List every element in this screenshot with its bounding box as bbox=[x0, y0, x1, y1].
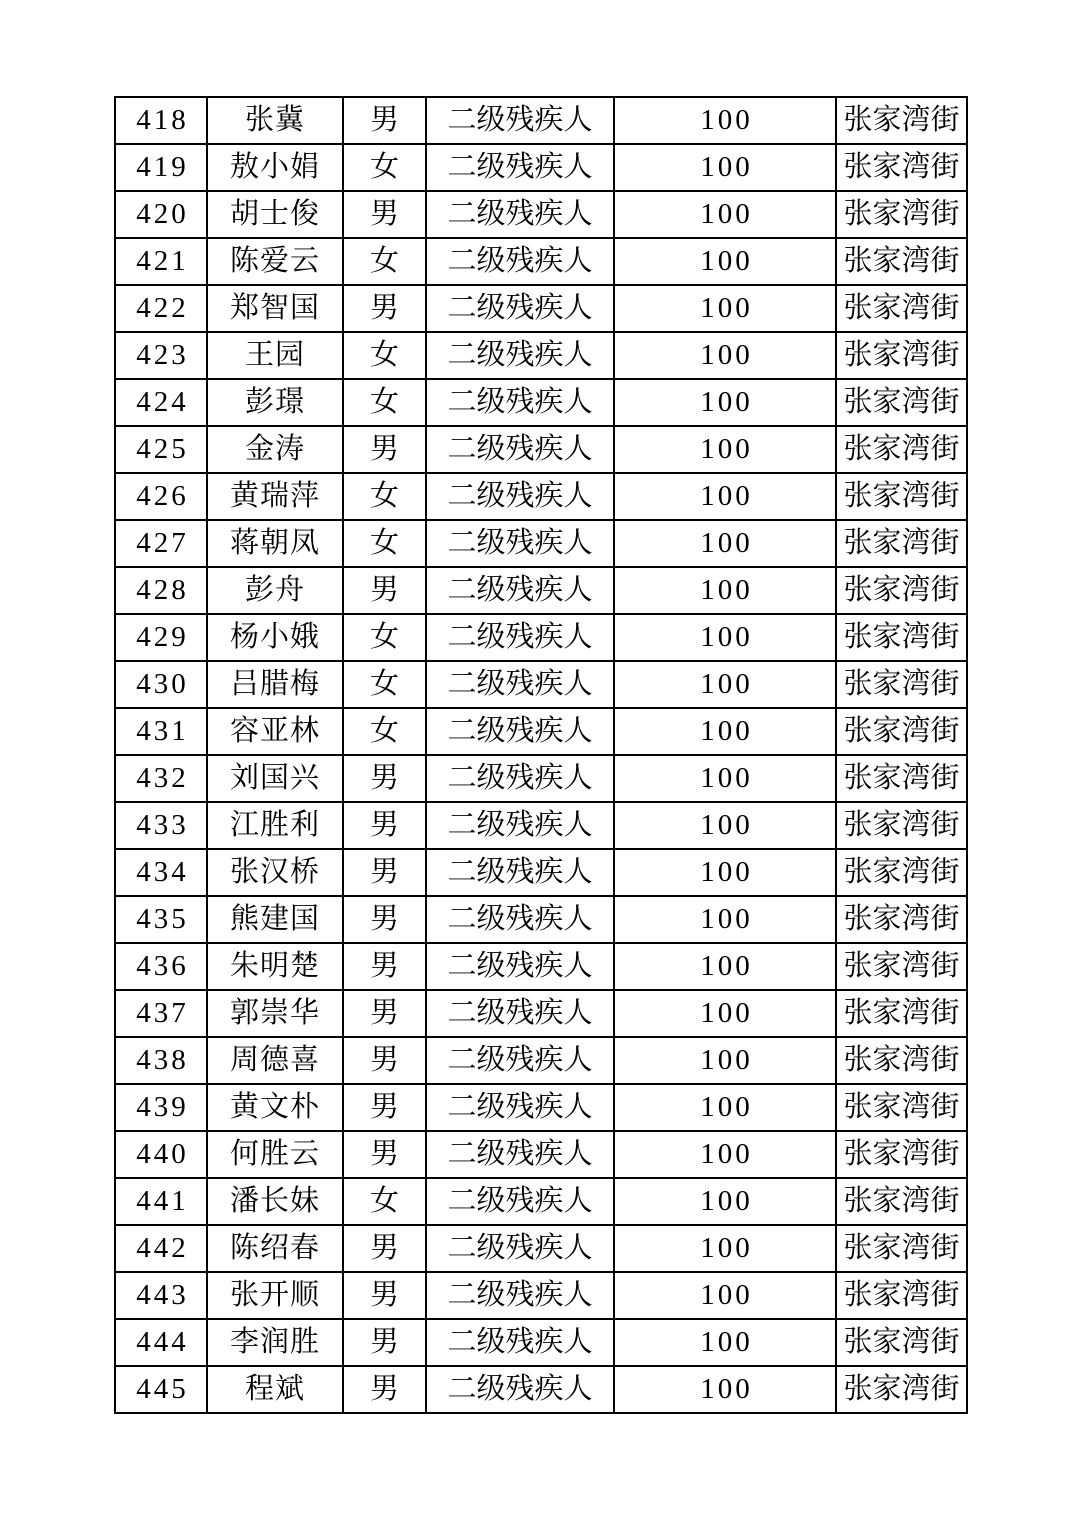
cell-amount: 100 bbox=[614, 1178, 836, 1225]
cell-amount: 100 bbox=[614, 849, 836, 896]
cell-gender: 男 bbox=[343, 802, 426, 849]
cell-gender: 男 bbox=[343, 755, 426, 802]
cell-street: 张家湾街 bbox=[836, 191, 967, 238]
cell-street: 张家湾街 bbox=[836, 849, 967, 896]
cell-no: 422 bbox=[115, 285, 207, 332]
cell-street: 张家湾街 bbox=[836, 802, 967, 849]
cell-category: 二级残疾人 bbox=[426, 285, 614, 332]
table-row bbox=[115, 1084, 967, 1131]
cell-name: 陈爱云 bbox=[207, 238, 343, 285]
table-row bbox=[115, 1366, 967, 1413]
cell-gender: 男 bbox=[343, 285, 426, 332]
cell-name: 容亚林 bbox=[207, 708, 343, 755]
cell-street: 张家湾街 bbox=[836, 520, 967, 567]
cell-amount: 100 bbox=[614, 238, 836, 285]
cell-gender: 男 bbox=[343, 1084, 426, 1131]
cell-category: 二级残疾人 bbox=[426, 238, 614, 285]
cell-amount: 100 bbox=[614, 1366, 836, 1413]
cell-gender: 男 bbox=[343, 97, 426, 144]
cell-amount: 100 bbox=[614, 97, 836, 144]
cell-category: 二级残疾人 bbox=[426, 755, 614, 802]
cell-category: 二级残疾人 bbox=[426, 520, 614, 567]
table-row bbox=[115, 97, 967, 144]
cell-name: 刘国兴 bbox=[207, 755, 343, 802]
cell-amount: 100 bbox=[614, 1037, 836, 1084]
cell-no: 429 bbox=[115, 614, 207, 661]
cell-no: 438 bbox=[115, 1037, 207, 1084]
cell-gender: 男 bbox=[343, 943, 426, 990]
cell-gender: 男 bbox=[343, 1366, 426, 1413]
cell-street: 张家湾街 bbox=[836, 943, 967, 990]
cell-category: 二级残疾人 bbox=[426, 614, 614, 661]
cell-name: 程斌 bbox=[207, 1366, 343, 1413]
table-row bbox=[115, 849, 967, 896]
cell-street: 张家湾街 bbox=[836, 896, 967, 943]
cell-amount: 100 bbox=[614, 191, 836, 238]
cell-amount: 100 bbox=[614, 943, 836, 990]
cell-category: 二级残疾人 bbox=[426, 97, 614, 144]
cell-street: 张家湾街 bbox=[836, 1037, 967, 1084]
cell-amount: 100 bbox=[614, 990, 836, 1037]
table-row bbox=[115, 285, 967, 332]
cell-gender: 女 bbox=[343, 661, 426, 708]
cell-street: 张家湾街 bbox=[836, 1366, 967, 1413]
cell-street: 张家湾街 bbox=[836, 990, 967, 1037]
cell-no: 443 bbox=[115, 1272, 207, 1319]
cell-no: 428 bbox=[115, 567, 207, 614]
cell-name: 潘长妹 bbox=[207, 1178, 343, 1225]
cell-street: 张家湾街 bbox=[836, 379, 967, 426]
cell-category: 二级残疾人 bbox=[426, 473, 614, 520]
cell-category: 二级残疾人 bbox=[426, 661, 614, 708]
cell-no: 435 bbox=[115, 896, 207, 943]
cell-street: 张家湾街 bbox=[836, 614, 967, 661]
cell-amount: 100 bbox=[614, 473, 836, 520]
cell-name: 郭崇华 bbox=[207, 990, 343, 1037]
cell-no: 423 bbox=[115, 332, 207, 379]
cell-no: 437 bbox=[115, 990, 207, 1037]
cell-street: 张家湾街 bbox=[836, 473, 967, 520]
cell-gender: 女 bbox=[343, 520, 426, 567]
cell-street: 张家湾街 bbox=[836, 1319, 967, 1366]
cell-gender: 女 bbox=[343, 144, 426, 191]
cell-gender: 男 bbox=[343, 1272, 426, 1319]
cell-category: 二级残疾人 bbox=[426, 802, 614, 849]
cell-category: 二级残疾人 bbox=[426, 1225, 614, 1272]
cell-category: 二级残疾人 bbox=[426, 144, 614, 191]
cell-name: 黄文朴 bbox=[207, 1084, 343, 1131]
table-row bbox=[115, 708, 967, 755]
table-row bbox=[115, 1037, 967, 1084]
cell-category: 二级残疾人 bbox=[426, 943, 614, 990]
cell-gender: 男 bbox=[343, 1037, 426, 1084]
cell-street: 张家湾街 bbox=[836, 1084, 967, 1131]
cell-category: 二级残疾人 bbox=[426, 1084, 614, 1131]
cell-name: 李润胜 bbox=[207, 1319, 343, 1366]
table-row bbox=[115, 1178, 967, 1225]
cell-street: 张家湾街 bbox=[836, 708, 967, 755]
cell-gender: 男 bbox=[343, 849, 426, 896]
cell-name: 张冀 bbox=[207, 97, 343, 144]
cell-name: 彭璟 bbox=[207, 379, 343, 426]
cell-category: 二级残疾人 bbox=[426, 896, 614, 943]
cell-street: 张家湾街 bbox=[836, 1178, 967, 1225]
cell-no: 445 bbox=[115, 1366, 207, 1413]
cell-name: 江胜利 bbox=[207, 802, 343, 849]
cell-name: 蒋朝凤 bbox=[207, 520, 343, 567]
cell-street: 张家湾街 bbox=[836, 755, 967, 802]
cell-category: 二级残疾人 bbox=[426, 1037, 614, 1084]
table-row bbox=[115, 144, 967, 191]
cell-amount: 100 bbox=[614, 1131, 836, 1178]
cell-amount: 100 bbox=[614, 1084, 836, 1131]
cell-name: 吕腊梅 bbox=[207, 661, 343, 708]
cell-gender: 男 bbox=[343, 990, 426, 1037]
table-row bbox=[115, 755, 967, 802]
cell-amount: 100 bbox=[614, 802, 836, 849]
cell-gender: 男 bbox=[343, 1225, 426, 1272]
cell-street: 张家湾街 bbox=[836, 661, 967, 708]
cell-gender: 女 bbox=[343, 332, 426, 379]
table-row bbox=[115, 1319, 967, 1366]
cell-street: 张家湾街 bbox=[836, 97, 967, 144]
table-row bbox=[115, 473, 967, 520]
cell-amount: 100 bbox=[614, 426, 836, 473]
cell-no: 425 bbox=[115, 426, 207, 473]
cell-no: 434 bbox=[115, 849, 207, 896]
cell-name: 何胜云 bbox=[207, 1131, 343, 1178]
cell-amount: 100 bbox=[614, 379, 836, 426]
cell-gender: 女 bbox=[343, 708, 426, 755]
cell-category: 二级残疾人 bbox=[426, 990, 614, 1037]
table-body bbox=[115, 97, 967, 1413]
cell-name: 熊建国 bbox=[207, 896, 343, 943]
cell-street: 张家湾街 bbox=[836, 285, 967, 332]
beneficiary-table bbox=[114, 96, 968, 1414]
cell-gender: 女 bbox=[343, 473, 426, 520]
cell-name: 陈绍春 bbox=[207, 1225, 343, 1272]
table-row bbox=[115, 238, 967, 285]
cell-name: 黄瑞萍 bbox=[207, 473, 343, 520]
cell-amount: 100 bbox=[614, 1319, 836, 1366]
cell-street: 张家湾街 bbox=[836, 332, 967, 379]
cell-no: 418 bbox=[115, 97, 207, 144]
cell-gender: 女 bbox=[343, 238, 426, 285]
cell-no: 433 bbox=[115, 802, 207, 849]
cell-gender: 男 bbox=[343, 426, 426, 473]
cell-no: 431 bbox=[115, 708, 207, 755]
cell-gender: 女 bbox=[343, 379, 426, 426]
cell-category: 二级残疾人 bbox=[426, 1272, 614, 1319]
table-row bbox=[115, 379, 967, 426]
cell-no: 442 bbox=[115, 1225, 207, 1272]
cell-amount: 100 bbox=[614, 1272, 836, 1319]
cell-amount: 100 bbox=[614, 661, 836, 708]
cell-no: 439 bbox=[115, 1084, 207, 1131]
cell-amount: 100 bbox=[614, 285, 836, 332]
cell-gender: 女 bbox=[343, 1178, 426, 1225]
cell-no: 424 bbox=[115, 379, 207, 426]
cell-gender: 男 bbox=[343, 191, 426, 238]
cell-amount: 100 bbox=[614, 144, 836, 191]
cell-no: 436 bbox=[115, 943, 207, 990]
cell-name: 金涛 bbox=[207, 426, 343, 473]
cell-no: 421 bbox=[115, 238, 207, 285]
cell-amount: 100 bbox=[614, 1225, 836, 1272]
cell-street: 张家湾街 bbox=[836, 144, 967, 191]
cell-amount: 100 bbox=[614, 896, 836, 943]
cell-street: 张家湾街 bbox=[836, 1272, 967, 1319]
cell-gender: 男 bbox=[343, 1319, 426, 1366]
cell-name: 彭舟 bbox=[207, 567, 343, 614]
table-row bbox=[115, 990, 967, 1037]
table-row bbox=[115, 426, 967, 473]
cell-name: 郑智国 bbox=[207, 285, 343, 332]
cell-amount: 100 bbox=[614, 614, 836, 661]
cell-street: 张家湾街 bbox=[836, 238, 967, 285]
table-row bbox=[115, 1272, 967, 1319]
cell-category: 二级残疾人 bbox=[426, 426, 614, 473]
cell-street: 张家湾街 bbox=[836, 567, 967, 614]
cell-category: 二级残疾人 bbox=[426, 1131, 614, 1178]
cell-amount: 100 bbox=[614, 755, 836, 802]
cell-name: 杨小娥 bbox=[207, 614, 343, 661]
cell-category: 二级残疾人 bbox=[426, 191, 614, 238]
cell-street: 张家湾街 bbox=[836, 1131, 967, 1178]
cell-no: 427 bbox=[115, 520, 207, 567]
table-row bbox=[115, 332, 967, 379]
cell-gender: 女 bbox=[343, 614, 426, 661]
table-row bbox=[115, 896, 967, 943]
cell-name: 朱明楚 bbox=[207, 943, 343, 990]
cell-street: 张家湾街 bbox=[836, 426, 967, 473]
table-row bbox=[115, 802, 967, 849]
cell-category: 二级残疾人 bbox=[426, 379, 614, 426]
cell-no: 419 bbox=[115, 144, 207, 191]
table-row bbox=[115, 567, 967, 614]
cell-category: 二级残疾人 bbox=[426, 1178, 614, 1225]
table-row bbox=[115, 661, 967, 708]
cell-name: 胡士俊 bbox=[207, 191, 343, 238]
cell-name: 王园 bbox=[207, 332, 343, 379]
cell-category: 二级残疾人 bbox=[426, 708, 614, 755]
cell-name: 周德喜 bbox=[207, 1037, 343, 1084]
cell-gender: 男 bbox=[343, 896, 426, 943]
cell-category: 二级残疾人 bbox=[426, 567, 614, 614]
cell-no: 420 bbox=[115, 191, 207, 238]
cell-no: 430 bbox=[115, 661, 207, 708]
cell-gender: 男 bbox=[343, 1131, 426, 1178]
table-row bbox=[115, 191, 967, 238]
table-row bbox=[115, 520, 967, 567]
cell-amount: 100 bbox=[614, 332, 836, 379]
table-row bbox=[115, 943, 967, 990]
cell-no: 426 bbox=[115, 473, 207, 520]
table-row bbox=[115, 614, 967, 661]
cell-category: 二级残疾人 bbox=[426, 1366, 614, 1413]
cell-no: 444 bbox=[115, 1319, 207, 1366]
cell-no: 432 bbox=[115, 755, 207, 802]
cell-category: 二级残疾人 bbox=[426, 1319, 614, 1366]
cell-name: 敖小娟 bbox=[207, 144, 343, 191]
cell-no: 440 bbox=[115, 1131, 207, 1178]
cell-name: 张汉桥 bbox=[207, 849, 343, 896]
cell-amount: 100 bbox=[614, 708, 836, 755]
cell-amount: 100 bbox=[614, 567, 836, 614]
table-row bbox=[115, 1225, 967, 1272]
cell-amount: 100 bbox=[614, 520, 836, 567]
cell-no: 441 bbox=[115, 1178, 207, 1225]
cell-category: 二级残疾人 bbox=[426, 849, 614, 896]
cell-name: 张开顺 bbox=[207, 1272, 343, 1319]
cell-gender: 男 bbox=[343, 567, 426, 614]
cell-street: 张家湾街 bbox=[836, 1225, 967, 1272]
table-row bbox=[115, 1131, 967, 1178]
cell-category: 二级残疾人 bbox=[426, 332, 614, 379]
